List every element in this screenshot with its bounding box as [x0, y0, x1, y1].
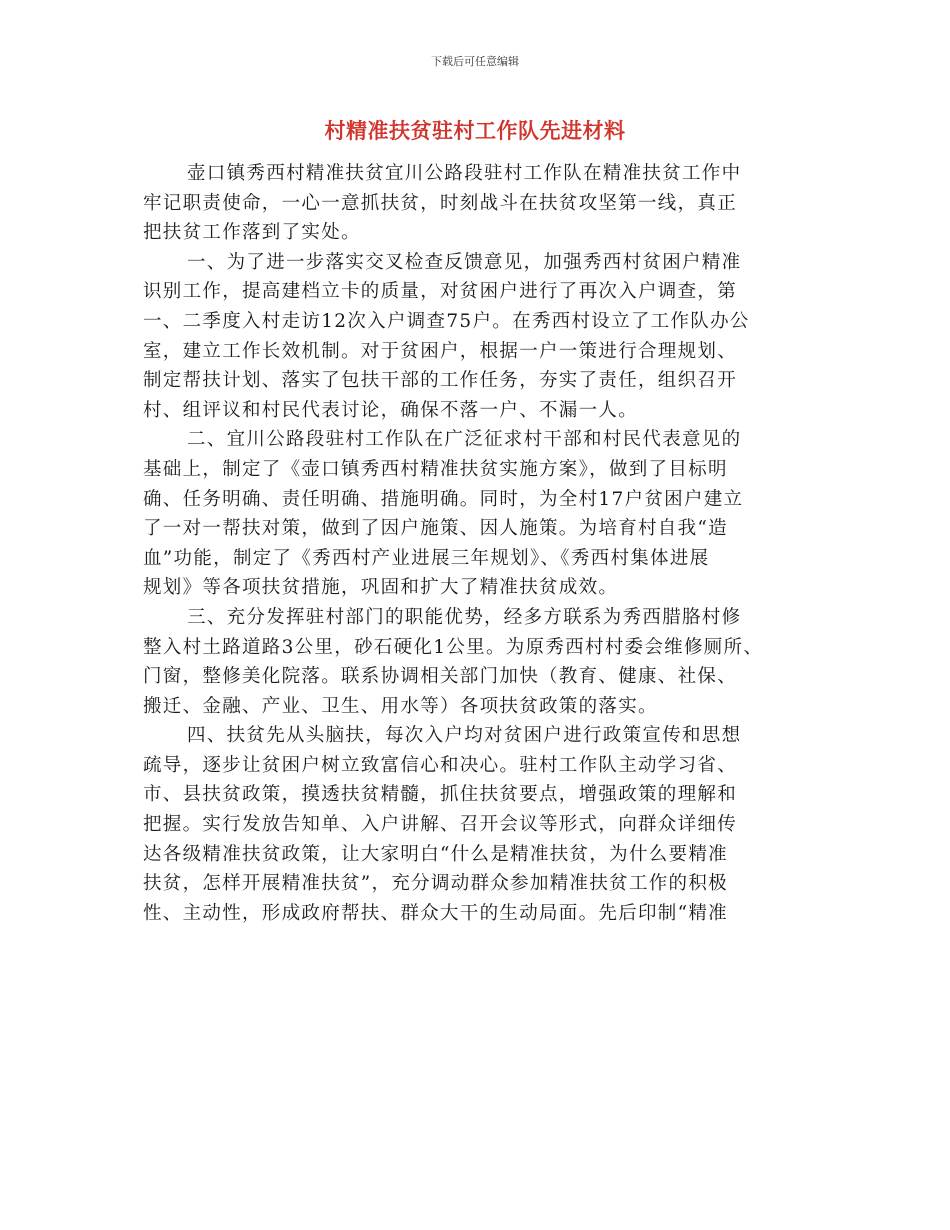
text-line: 达各级精准扶贫政策，让大家明白“什么是精准扶贫，为什么要精准 [143, 843, 728, 865]
text-line: 村、组评议和村民代表讨论，确保不落一户、不漏一人。 [143, 399, 639, 421]
text-line: 二、宜川公路段驻村工作队在广泛征求村干部和村民代表意见的 [187, 429, 742, 451]
text-line: 三、充分发挥驻村部门的职能优势，经多方联系为秀西腊胳村修 [187, 606, 742, 628]
paragraph-2 [143, 248, 813, 426]
text-line: 扶贫，怎样开展精准扶贫”，充分调动群众参加精准扶贫工作的积极 [143, 873, 728, 895]
paragraph-1 [143, 159, 813, 248]
document-body [143, 159, 813, 928]
paragraph-4 [143, 603, 813, 721]
document-title: 村精准扶贫驻村工作队先进材料 [324, 119, 626, 143]
paragraph-3 [143, 425, 813, 603]
text-line: 壶口镇秀西村精准扶贫宜川公路段驻村工作队在精准扶贫工作中 [187, 163, 742, 184]
text-line: 整入村土路道路3公里，砂石硬化1公里。为原秀西村村委会维修厕所、 [143, 636, 764, 658]
text-line: 搬迁、金融、产业、卫生、用水等）各项扶贫政策的落实。 [143, 695, 658, 717]
text-line: 一、二季度入村走访12次入户调查75户。在秀西村设立了工作队办公 [143, 310, 750, 332]
paragraph-5 [143, 721, 813, 928]
text-line: 性、主动性，形成政府帮扶、群众大干的生动局面。先后印制“精准 [143, 902, 728, 924]
text-line: 识别工作，提高建档立卡的质量，对贫困户进行了再次入户调查，第 [143, 281, 738, 303]
text-line: 室，建立工作长效机制。对于贫困户，根据一户一策进行合理规划、 [143, 340, 738, 362]
text-line: 了一对一帮扶对策，做到了因户施策、因人施策。为培育村自我“造 [143, 518, 728, 540]
text-line: 牢记职责使命，一心一意抓扶贫，时刻战斗在扶贫攻坚第一线，真正 [143, 192, 738, 214]
text-line: 市、县扶贫政策，摸透扶贫精髓，抓住扶贫要点，增强政策的理解和 [143, 784, 738, 806]
text-line: 门窗，整修美化院落。联系协调相关部门加快（教育、健康、社保、 [143, 666, 738, 688]
text-line: 把扶贫工作落到了实处。 [143, 222, 361, 244]
text-line: 制定帮扶计划、落实了包扶干部的工作任务，夯实了责任，组织召开 [143, 370, 738, 392]
text-line: 基础上，制定了《壶口镇秀西村精准扶贫实施方案》，做到了目标明 [143, 458, 728, 480]
header-note: 下载后可任意编辑 [431, 55, 519, 68]
text-line: 规划》等各项扶贫措施，巩固和扩大了精准扶贫成效。 [143, 577, 619, 599]
text-line: 一、为了进一步落实交叉检查反馈意见，加强秀西村贫困户精准 [187, 251, 742, 273]
text-line: 四、扶贫先从头脑扶，每次入户均对贫困户进行政策宣传和思想 [187, 725, 742, 747]
text-line: 血”功能，制定了《秀西村产业进展三年规划》、《秀西村集体进展 [143, 547, 710, 569]
text-line: 把握。实行发放告知单、入户讲解、召开会议等形式，向群众详细传 [143, 814, 738, 836]
text-line: 疏导，逐步让贫困户树立致富信心和决心。驻村工作队主动学习省、 [143, 754, 738, 776]
text-line: 确、任务明确、责任明确、措施明确。同时，为全村17户贫困户建立 [143, 488, 744, 510]
